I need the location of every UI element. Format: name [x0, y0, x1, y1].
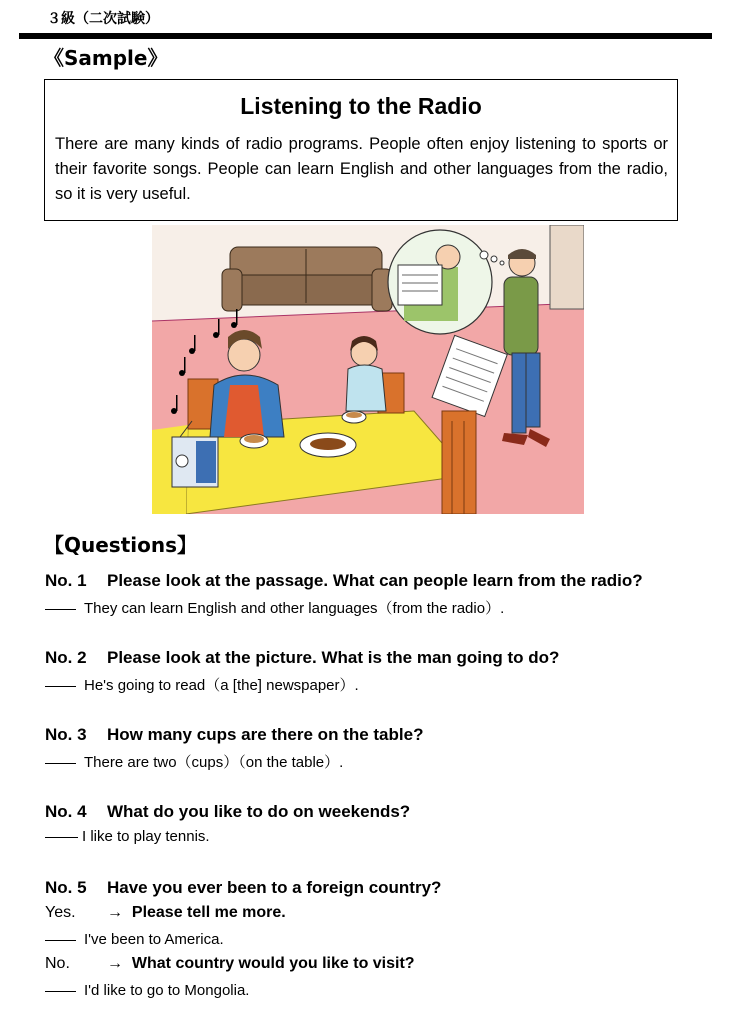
- answer-text: I like to play tennis.: [82, 828, 210, 845]
- answer-dash: [45, 686, 76, 687]
- answer-text: They can learn English and other languages（from the radio）.: [84, 600, 505, 617]
- snack-plate: [300, 433, 356, 457]
- header-divider: [19, 33, 712, 39]
- radio-scene-illustration: [152, 225, 584, 514]
- cup-right: [342, 411, 366, 423]
- cup-left: [240, 434, 268, 448]
- question-text: Have you ever been to a foreign country?: [107, 878, 442, 897]
- question-number: No. 1: [45, 571, 87, 590]
- answer-text: There are two（cups）（on the table）.: [84, 754, 344, 771]
- sample-label: 《Sample》: [44, 46, 168, 70]
- answer-3: [45, 751, 343, 772]
- branch-yes-answer: [45, 931, 224, 948]
- passage-card: [44, 79, 678, 221]
- question-text: What do you like to do on weekends?: [107, 802, 411, 821]
- question-2: [45, 648, 559, 668]
- question-number: No. 4: [45, 802, 87, 821]
- question-4: [45, 802, 410, 822]
- branch-no-answer: [45, 982, 249, 999]
- passage-text: There are many kinds of radio programs. People often enjoy listening to sports or their favorite songs. People can learn English and other languages from the radio, so it is very useful.: [55, 135, 668, 203]
- question-text: Please look at the picture. What is the man going to do?: [107, 648, 560, 667]
- answer-text: I'd like to go to Mongolia.: [84, 982, 250, 999]
- answer-2: [45, 674, 359, 695]
- questions-heading: 【Questions】: [44, 533, 198, 557]
- sofa: [222, 247, 392, 311]
- question-5: [45, 878, 441, 898]
- question-number: No. 2: [45, 648, 87, 667]
- branch-no: [45, 955, 415, 973]
- branch-word: No.: [45, 955, 70, 972]
- branch-followup: Please tell me more.: [131, 904, 286, 921]
- question-3: [45, 725, 423, 745]
- passage-title: Listening to the Radio: [240, 93, 482, 119]
- branch-arrow: →: [107, 904, 123, 921]
- front-chair: [442, 411, 476, 514]
- answer-dash: [45, 609, 76, 610]
- answer-dash: [45, 991, 76, 992]
- answer-dash: [45, 763, 76, 764]
- branch-word: Yes.: [45, 904, 76, 921]
- grade-label: ３級（二次試験）: [47, 11, 159, 27]
- answer-1: [45, 597, 504, 618]
- branch-arrow: →: [107, 955, 123, 972]
- question-text: How many cups are there on the table?: [107, 725, 424, 744]
- answer-dash: [45, 940, 76, 941]
- question-1: [45, 571, 643, 591]
- answer-text: He's going to read（a [the] newspaper）.: [84, 677, 359, 694]
- answer-4: [45, 828, 210, 845]
- question-number: No. 3: [45, 725, 87, 744]
- question-number: No. 5: [45, 878, 87, 897]
- question-text: Please look at the passage. What can people learn from the radio?: [107, 571, 643, 590]
- branch-followup: What country would you like to visit?: [131, 955, 415, 972]
- answer-text: I've been to America.: [84, 931, 224, 948]
- branch-yes: [45, 904, 286, 922]
- answer-dash: [45, 837, 78, 838]
